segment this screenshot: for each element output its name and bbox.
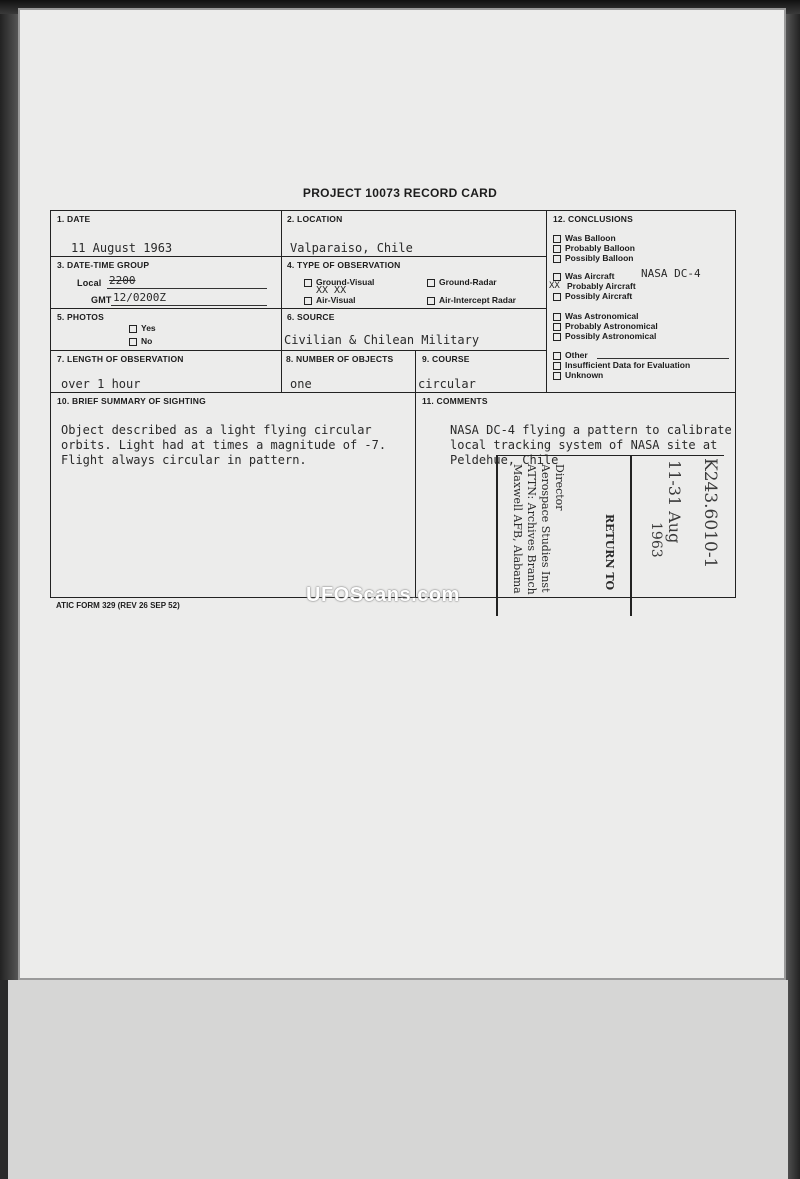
stamp-line-2: Aerospace Studies Inst: [539, 464, 552, 593]
handwritten-dates: 11-31 Aug: [665, 460, 684, 544]
course-label: 9. COURSE: [422, 354, 470, 364]
length-label: 7. LENGTH OF OBSERVATION: [57, 354, 184, 364]
location-label: 2. LOCATION: [287, 214, 343, 224]
summary-line-1: Object described as a light flying circular: [61, 423, 372, 437]
location-value: Valparaiso, Chile: [290, 241, 413, 255]
source-value: Civilian & Chilean Military: [284, 333, 480, 347]
form-footer: ATIC FORM 329 (REV 26 SEP 52): [56, 601, 180, 610]
checkbox-icon: [553, 313, 561, 321]
course-cell: [416, 351, 547, 393]
checkbox-icon: [553, 372, 561, 380]
return-to-stamp: [496, 455, 724, 616]
observation-mark: XX XX: [316, 285, 347, 296]
conclusion-was-astronomical: Was Astronomical: [553, 311, 639, 321]
summary-line-3: Flight always circular in pattern.: [61, 453, 307, 467]
objects-label: 8. NUMBER OF OBJECTS: [286, 354, 394, 364]
comments-line-3: Peldehue, Chile: [450, 453, 559, 467]
stamp-divider: [630, 456, 632, 616]
photos-cell: [51, 309, 282, 351]
checkbox-icon: [553, 235, 561, 243]
stamp-line-4: Maxwell AFB, Alabama: [511, 464, 524, 594]
conclusion-probably-astronomical: Probably Astronomical: [553, 321, 658, 331]
gmt-label: GMT: [91, 295, 112, 305]
option-air-visual: Air-Visual: [304, 295, 356, 305]
handwritten-year: 1963: [648, 522, 664, 558]
handwritten-reference: K243.6010-1: [700, 458, 720, 569]
conclusions-label: 12. CONCLUSIONS: [553, 214, 633, 224]
length-value: over 1 hour: [61, 377, 141, 391]
objects-value: one: [290, 377, 312, 391]
aircraft-mark: XX: [549, 281, 560, 291]
checkbox-icon: [553, 323, 561, 331]
checkbox-icon: [553, 255, 561, 263]
local-time-label: Local: [77, 278, 102, 288]
conclusion-possibly-aircraft: Possibly Aircraft: [553, 291, 632, 301]
date-value: 11 August 1963: [71, 241, 173, 255]
location-cell: [282, 211, 547, 257]
card-title: PROJECT 10073 RECORD CARD: [302, 186, 498, 200]
checkbox-icon: [427, 279, 435, 287]
gmt-value: 12/0200Z: [113, 291, 166, 304]
conclusion-probably-balloon: Probably Balloon: [553, 243, 635, 253]
checkbox-icon: [553, 352, 561, 360]
checkbox-icon: [553, 333, 561, 341]
checkbox-icon: [304, 297, 312, 305]
observation-type-label: 4. TYPE OF OBSERVATION: [287, 260, 401, 270]
option-ground-visual: Ground-Visual: [304, 277, 374, 287]
summary-label: 10. BRIEF SUMMARY OF SIGHTING: [57, 396, 206, 406]
length-cell: [51, 351, 282, 393]
conclusion-possibly-astronomical: Possibly Astronomical: [553, 331, 656, 341]
observation-type-cell: [282, 257, 547, 309]
conclusion-was-aircraft: Was Aircraft: [553, 271, 614, 281]
watermark: UFOScans.com: [306, 584, 460, 606]
comments-line-1: NASA DC-4 flying a pattern to calibrate: [450, 423, 732, 437]
photos-no: No: [129, 336, 152, 346]
conclusion-was-balloon: Was Balloon: [553, 233, 616, 243]
dtg-cell: [51, 257, 282, 309]
objects-cell: [282, 351, 416, 393]
date-label: 1. DATE: [57, 214, 91, 224]
photos-yes: Yes: [129, 323, 156, 333]
source-cell: [282, 309, 547, 351]
local-time-value: 2200: [109, 274, 136, 287]
checkbox-icon: [129, 338, 137, 346]
checkbox-icon: [553, 245, 561, 253]
stamp-heading: RETURN TO: [603, 514, 616, 591]
paper-lower: [8, 980, 788, 1179]
conclusion-insufficient-data: Insufficient Data for Evaluation: [553, 360, 690, 370]
checkbox-icon: [427, 297, 435, 305]
comments-line-2: local tracking system of NASA site at: [450, 438, 718, 452]
checkbox-icon: [553, 293, 561, 301]
stamp-line-1: Director: [553, 464, 566, 511]
conclusion-unknown: Unknown: [553, 370, 603, 380]
aircraft-note: NASA DC-4: [641, 267, 701, 280]
dtg-label: 3. DATE-TIME GROUP: [57, 260, 150, 270]
option-air-intercept-radar: Air-Intercept Radar: [427, 295, 516, 305]
checkbox-icon: [304, 279, 312, 287]
checkbox-icon: [129, 325, 137, 333]
date-cell: [51, 211, 282, 257]
option-ground-radar: Ground-Radar: [427, 277, 497, 287]
film-border-left: [0, 14, 18, 980]
summary-cell: [51, 393, 416, 597]
conclusion-possibly-balloon: Possibly Balloon: [553, 253, 634, 263]
photos-label: 5. PHOTOS: [57, 312, 104, 322]
stamp-line-3: ATTN: Archives Branch: [525, 464, 538, 595]
source-label: 6. SOURCE: [287, 312, 335, 322]
comments-label: 11. COMMENTS: [422, 396, 488, 406]
course-value: circular: [418, 377, 476, 391]
conclusions-cell: [547, 211, 735, 393]
summary-line-2: orbits. Light had at times a magnitude of -7.: [61, 438, 387, 452]
checkbox-icon: [553, 362, 561, 370]
conclusion-other: Other: [553, 350, 588, 360]
conclusion-probably-aircraft: Probably Aircraft: [567, 281, 636, 291]
checkbox-icon: [553, 273, 561, 281]
